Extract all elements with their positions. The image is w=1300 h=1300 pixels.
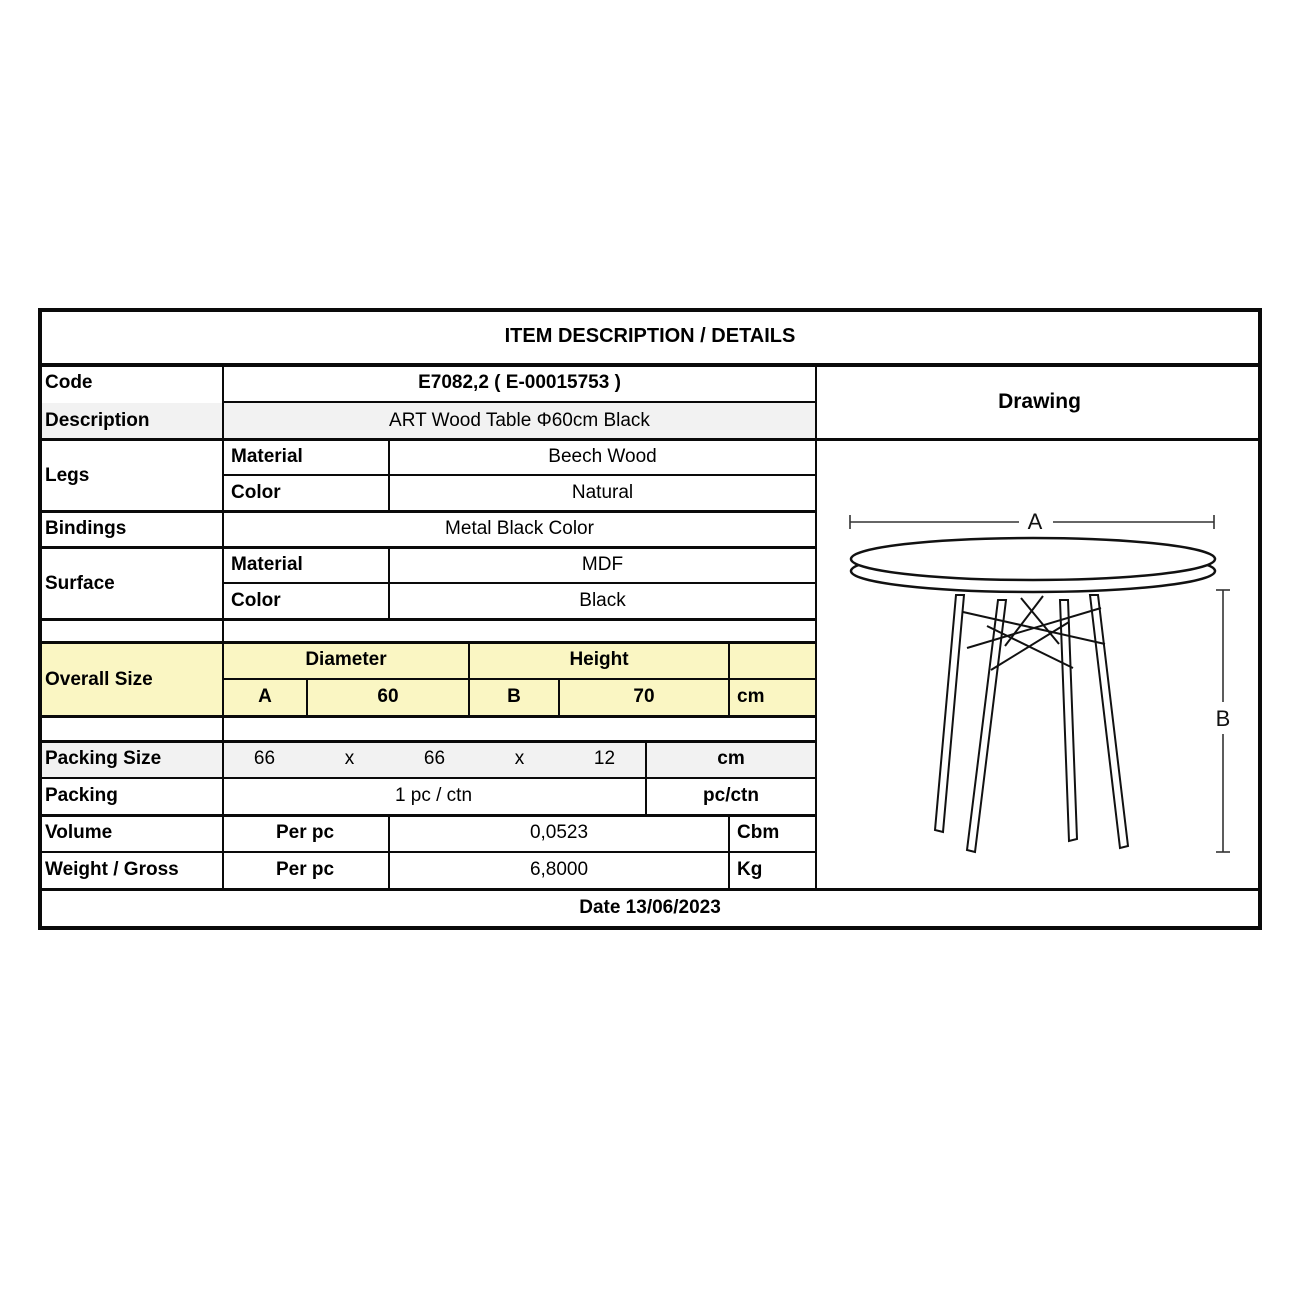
volume-value: 0,0523 [529, 822, 589, 844]
packing-size-x2: x [514, 748, 525, 770]
grid-line [38, 814, 817, 817]
legs-color-label: Color [231, 481, 281, 503]
packing-size-v1: 66 [253, 748, 276, 770]
legs-material-value: Beech Wood [548, 445, 657, 467]
code-value: E7082,2 ( E-00015753 ) [418, 371, 621, 393]
packing-size-v3: 12 [593, 748, 616, 770]
packing-value: 1 pc / ctn [394, 785, 473, 807]
packing-label: Packing [45, 785, 118, 807]
grid-line [222, 363, 224, 890]
weight-value: 6,8000 [529, 859, 589, 881]
surface-material-value: MDF [581, 553, 624, 575]
table-drawing [817, 440, 1262, 890]
packing-unit: pc/ctn [703, 785, 759, 807]
grid-line [222, 582, 817, 584]
overall-size-a-label: A [258, 686, 272, 708]
grid-line [38, 777, 817, 779]
weight-label: Weight / Gross [45, 859, 179, 881]
grid-line [815, 363, 817, 890]
table-top [851, 538, 1215, 592]
overall-size-a-value: 60 [377, 686, 399, 708]
grid-line [38, 715, 817, 718]
weight-per: Per pc [275, 859, 335, 881]
grid-line [222, 474, 817, 476]
grid-line [468, 641, 470, 717]
packing-size-unit: cm [717, 748, 745, 770]
grid-line [306, 678, 308, 717]
volume-per: Per pc [275, 822, 335, 844]
drawing-title: Drawing [998, 389, 1081, 413]
description-label: Description [45, 410, 150, 432]
grid-line [388, 814, 390, 890]
dimension-b-label: B [1215, 706, 1231, 731]
grid-line [38, 510, 817, 513]
volume-unit: Cbm [737, 822, 780, 844]
packing-size-x1: x [344, 748, 355, 770]
overall-size-label: Overall Size [45, 668, 153, 690]
grid-line [558, 678, 560, 717]
grid-line [1258, 308, 1262, 930]
surface-material-label: Material [231, 553, 303, 575]
volume-label: Volume [45, 822, 113, 844]
bindings-label: Bindings [45, 517, 127, 539]
description-value: ART Wood Table Φ60cm Black [389, 410, 650, 432]
grid-line [38, 641, 817, 644]
grid-line [38, 308, 1262, 312]
overall-size-unit: cm [737, 686, 765, 708]
packing-size-v2: 66 [423, 748, 446, 770]
grid-line [728, 814, 730, 890]
dimension-a-label: A [1027, 509, 1043, 534]
bindings-value: Metal Black Color [445, 517, 594, 539]
grid-line [38, 926, 1262, 930]
legs-material-label: Material [231, 445, 303, 467]
grid-line [645, 740, 647, 816]
grid-line [38, 618, 817, 621]
grid-line [38, 851, 817, 853]
overall-size-b-label: B [507, 686, 521, 708]
item-spec-table [38, 308, 1262, 930]
date-row: Date 13/06/2023 [579, 896, 721, 918]
weight-unit: Kg [737, 859, 763, 881]
code-label: Code [45, 371, 93, 393]
table-legs [935, 595, 1128, 852]
metal-bindings [963, 596, 1105, 670]
overall-size-b-value: 70 [633, 686, 655, 708]
grid-line [728, 641, 730, 717]
packing-size-label: Packing Size [45, 748, 162, 770]
legs-label: Legs [45, 464, 90, 486]
surface-label: Surface [45, 572, 115, 594]
legs-color-value: Natural [571, 481, 634, 503]
surface-color-value: Black [579, 589, 626, 611]
grid-line [388, 438, 390, 512]
grid-line [38, 740, 817, 743]
surface-color-label: Color [231, 589, 281, 611]
sheet-title: ITEM DESCRIPTION / DETAILS [504, 324, 796, 347]
grid-line [38, 546, 817, 549]
grid-line [388, 546, 390, 620]
grid-line [222, 401, 817, 403]
height-header: Height [569, 649, 629, 671]
diameter-header: Diameter [305, 649, 387, 671]
